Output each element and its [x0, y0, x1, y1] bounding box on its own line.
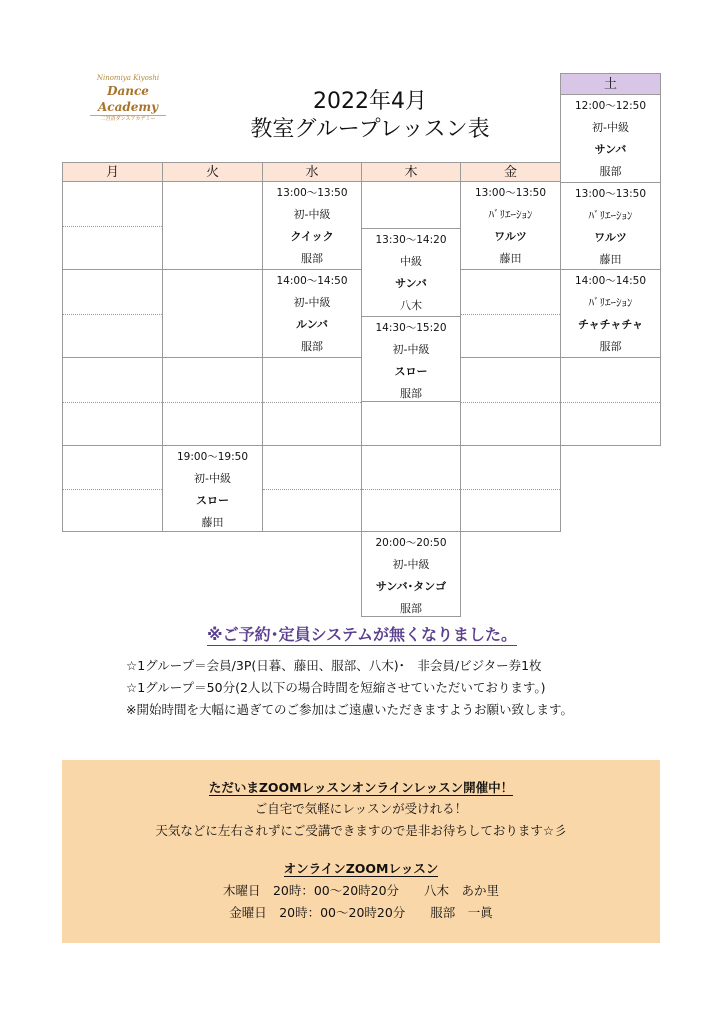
lesson-dance: スロー	[394, 365, 428, 378]
half-divider	[163, 402, 262, 403]
lesson-thu-1	[361, 228, 461, 317]
lesson-instructor: 服部	[599, 340, 622, 353]
note-duration: ☆1グループ＝50分(2人以下の場合時間を短縮させていただいております。)	[126, 680, 546, 695]
academy-logo	[80, 74, 176, 122]
title-main: 教室グループレッスン表	[250, 117, 490, 142]
reservation-notice	[0, 622, 724, 645]
lesson-instructor: 藤田	[201, 516, 224, 529]
lesson-tue-1	[162, 445, 263, 532]
header-saturday: 土	[560, 73, 661, 95]
lesson-time: 12:00～12:50	[574, 100, 647, 112]
lesson-dance: ルンバ	[296, 318, 328, 331]
logo-title: Dance Academy	[97, 84, 159, 114]
half-divider	[461, 489, 560, 490]
note-group-fee: ☆1グループ＝会員/3P(日暮、藤田、服部、八木)･ 非会員/ビジター券1枚	[126, 658, 542, 673]
zoom-headline-text: ただいまZOOMレッスンオンラインレッスン開催中！	[208, 780, 514, 795]
lesson-level: 初-中級	[592, 121, 629, 134]
empty-cell	[162, 181, 263, 270]
lesson-dance: サンバ	[594, 143, 627, 156]
lesson-time: 14:00～14:50	[276, 275, 348, 287]
half-divider	[63, 402, 162, 403]
lesson-time: 13:00～13:50	[474, 187, 547, 199]
lesson-thu-3	[361, 531, 461, 617]
lesson-instructor: 服部	[400, 387, 422, 400]
half-divider	[461, 314, 560, 315]
lesson-sat-3	[560, 269, 661, 358]
header-friday: 金	[460, 162, 561, 182]
half-divider	[263, 402, 361, 403]
lesson-time: 14:30～15:20	[375, 322, 447, 334]
lesson-sat-1	[560, 94, 661, 183]
zoom-lesson-box	[62, 760, 660, 943]
lesson-level: 初-中級	[392, 343, 430, 356]
half-divider	[63, 226, 162, 227]
note-late-arrival: ※開始時間を大幅に過ぎてのご参加はご遠慮いただきますようお願い致します。	[126, 702, 573, 717]
lesson-dance: ワルツ	[494, 230, 527, 243]
zoom-schedule-friday: 金曜日 20時：00～20時20分 服部 一眞	[229, 905, 493, 920]
lesson-time: 14:00～14:50	[574, 275, 647, 287]
lesson-thu-2	[361, 316, 461, 402]
lesson-wed-1	[262, 181, 362, 270]
lesson-level: 初-中級	[194, 472, 231, 485]
lesson-time: 19:00～19:50	[176, 451, 249, 463]
lesson-instructor: 服部	[400, 602, 422, 615]
lesson-instructor: 服部	[301, 252, 323, 265]
zoom-subhead-text: オンラインZOOMレッスン	[283, 861, 439, 876]
lesson-time: 20:00～20:50	[375, 537, 447, 549]
header-monday: 月	[62, 162, 163, 182]
lesson-dance: スロー	[196, 494, 229, 507]
zoom-line-2: 天気などに左右されずにご受講できますので是非お待ちしております☆彡	[155, 823, 567, 838]
logo-name: Ninomiya Kiyoshi	[96, 74, 160, 82]
zoom-line-1: ご自宅で気軽にレッスンが受けれる！	[254, 801, 468, 816]
title-month: 2022年4月	[313, 89, 427, 114]
header-wednesday: 水	[262, 162, 362, 182]
page-title	[200, 88, 540, 144]
lesson-fri-1	[460, 181, 561, 270]
lesson-dance: チャチャチャ	[577, 318, 643, 331]
lesson-level: ﾊﾞﾘｴｰｼｮﾝ	[588, 296, 633, 309]
half-divider	[362, 489, 460, 490]
empty-cell	[361, 181, 461, 229]
zoom-subhead	[62, 860, 660, 878]
lesson-instructor: 服部	[599, 165, 622, 178]
half-divider	[63, 314, 162, 315]
lesson-instructor: 八木	[400, 299, 422, 312]
lesson-level: 初-中級	[293, 208, 331, 221]
half-divider	[263, 489, 361, 490]
lesson-sat-2	[560, 182, 661, 270]
lesson-dance: ワルツ	[594, 231, 627, 244]
half-divider	[561, 402, 660, 403]
lesson-level: 中級	[400, 255, 422, 268]
lesson-level: ﾊﾞﾘｴｰｼｮﾝ	[588, 209, 633, 222]
half-divider	[63, 489, 162, 490]
lesson-time: 13:30～14:20	[375, 234, 447, 246]
lesson-dance: サンバ･タンゴ	[375, 580, 447, 593]
zoom-schedule-thursday: 木曜日 20時：00～20時20分 八木 あか里	[222, 883, 500, 898]
logo-japanese: 二宮清ダンスアカデミー	[90, 115, 166, 123]
half-divider	[461, 402, 560, 403]
lesson-instructor: 藤田	[499, 252, 522, 265]
header-thursday: 木	[361, 162, 461, 182]
lesson-time: 13:00～13:50	[574, 188, 647, 200]
lesson-wed-2	[262, 269, 362, 358]
lesson-level: 初-中級	[392, 558, 430, 571]
header-tuesday: 火	[162, 162, 263, 182]
reservation-notice-text: ※ご予約･定員システムが無くなりました。	[207, 625, 517, 644]
empty-cell	[162, 269, 263, 358]
empty-cell	[361, 401, 461, 446]
lesson-level: 初-中級	[293, 296, 331, 309]
lesson-dance: サンバ	[395, 277, 427, 290]
lesson-instructor: 服部	[301, 340, 323, 353]
zoom-headline	[62, 779, 660, 797]
lesson-dance: クイック	[290, 230, 334, 243]
lesson-time: 13:00～13:50	[276, 187, 348, 199]
lesson-instructor: 藤田	[599, 253, 622, 266]
lesson-level: ﾊﾞﾘｴｰｼｮﾝ	[488, 208, 533, 221]
